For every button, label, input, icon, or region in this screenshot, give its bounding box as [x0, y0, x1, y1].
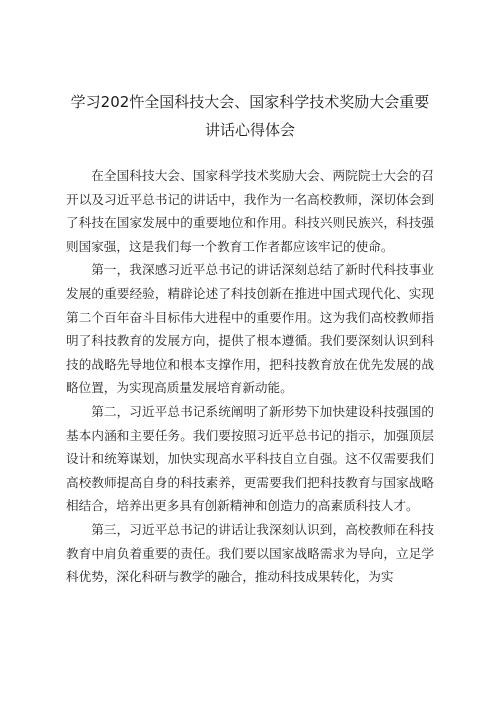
- document-body: [66, 164, 434, 589]
- document-title-line-1: 学习202忤全国科技大会、国家科学技术奖励大会重要: [70, 93, 430, 111]
- paragraph-4: 第三，习近平总书记的讲话让我深刻认识到，高校教师在科技教育中肩负着重要的责任。我们要以国家战略需求为导向，立足学科优势，深化科研与教学的融合，推动科技成果转化，为实: [66, 521, 434, 585]
- document-title-line-2: 讲话心得体会: [204, 121, 295, 139]
- paragraph-3: 第二，习近平总书记系统阐明了新形势下加快建设科技强国的基本内涵和主要任务。我们要按照习近平总书记的指示，加强顶层设计和统筹谋划，加快实现高水平科技自立自强。这不仅需要我们高校教师提高自身的科技素养，更需要我们把科技教育与国家战略相结合，培养出更多具有创新精神和创造力的高素质科技人才。: [66, 403, 434, 514]
- paragraph-1: 在全国科技大会、国家科学技术奖励大会、两院院士大会的召开以及习近平总书记的讲话中，我作为一名高校教师，深切体会到了科技在国家发展中的重要地位和作用。科技兴则民族兴，科技强则国家强，这是我们每一个教育工作者都应该牢记的使命。: [66, 168, 434, 254]
- paragraph-2: 第一，我深感习近平总书记的讲话深刻总结了新时代科技事业发展的重要经验，精辟论述了科技创新在推进中国式现代化、实现第二个百年奋斗目标伟大进程中的重要作用。这为我们高校教师指明了科技教育的发展方向，提供了根本遵循。我们要深刻认识到科技的战略先导地位和根本支撑作用，把科技教育放在优先发展的战略位置，为实现高质量发展培育新动能。: [66, 262, 434, 396]
